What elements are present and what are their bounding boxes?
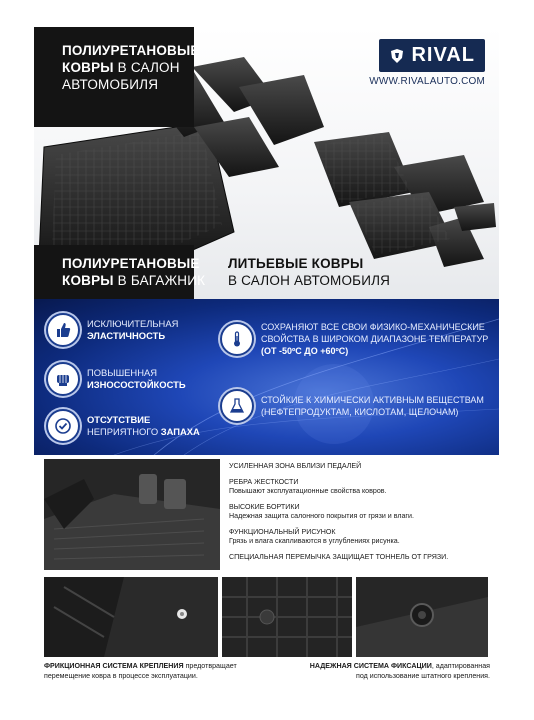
fist-icon [46, 362, 80, 396]
feature-wear-resistance [46, 362, 186, 396]
salon-headline-line1: ПОЛИУРЕТАНОВЫЕ [62, 43, 200, 58]
feature-temperature [220, 321, 488, 357]
caption-fixing-text1: , адаптированная [431, 662, 490, 670]
feature-odor-bold2: ЗАПАХА [158, 426, 200, 437]
thermometer-icon [220, 322, 254, 356]
salon-headline-line3: АВТОМОБИЛЯ [62, 77, 159, 92]
feature-callouts [229, 462, 499, 568]
feature-elasticity-bold: ЭЛАСТИЧНОСТЬ [87, 330, 166, 341]
trunk-headline-light: В БАГАЖНИК [113, 273, 206, 288]
feature-elasticity [46, 313, 178, 347]
callout-ribs-text: Повышают эксплуатационные свойства ковров. [229, 487, 387, 495]
caption-friction-system [44, 662, 264, 681]
cast-headline [228, 255, 390, 289]
feature-odor-bold: ОТСУТСТВИЕ [87, 414, 151, 425]
salon-headline-light: В САЛОН [113, 60, 180, 75]
brand-website: WWW.RIVALAUTO.COM [369, 76, 485, 87]
callout-ribs-title: РЕБРА ЖЕСТКОСТИ [229, 477, 299, 486]
caption-friction-bold: ФРИКЦИОННАЯ СИСТЕМА КРЕПЛЕНИЯ [44, 662, 184, 670]
feature-elasticity-light: ИСКЛЮЧИТЕЛЬНАЯ [87, 318, 179, 329]
callout-pedal-title: УСИЛЕННАЯ ЗОНА ВБЛИЗИ ПЕДАЛЕЙ [229, 462, 362, 470]
check-badge-icon [46, 409, 80, 443]
feature-temp-line1: СОХРАНЯЮТ ВСЕ СВОИ ФИЗИКО-МЕХАНИЧЕСКИЕ [261, 322, 485, 332]
feature-odor-light: НЕПРИЯТНОГО [87, 426, 159, 437]
feature-chem-line1: СТОЙКИЕ К ХИМИЧЕСКИ АКТИВНЫМ ВЕЩЕСТВАМ [261, 395, 484, 405]
feature-wear-bold: ИЗНОСОСТОЙКОСТЬ [87, 379, 186, 390]
pedal-area-image [44, 459, 220, 570]
friction-mount-image [44, 577, 218, 657]
trunk-headline-line1: ПОЛИУРЕТАНОВЫЕ [62, 256, 200, 271]
brand-block [369, 39, 485, 87]
mat-detail-photo [44, 459, 220, 570]
feature-chemical [220, 389, 484, 423]
thumbs-up-icon [46, 313, 80, 347]
brand-name: RIVAL [411, 44, 475, 66]
fastener-photo-1 [44, 577, 218, 657]
trunk-headline-bold: КОВРЫ [62, 273, 114, 288]
callout-pattern [229, 528, 499, 547]
rival-logo-icon [389, 48, 405, 64]
fastener-photo-2 [222, 577, 352, 657]
feature-no-odor [46, 409, 200, 443]
product-hero [34, 27, 499, 299]
callout-ribs [229, 478, 499, 497]
caption-fixing-bold: НАДЕЖНАЯ СИСТЕМА ФИКСАЦИИ [309, 662, 432, 670]
feature-temp-line2: СВОЙСТВА В ШИРОКОМ ДИАПАЗОНЕ ТЕМПЕРАТУР [261, 334, 489, 344]
callout-bridge-title: СПЕЦИАЛЬНАЯ ПЕРЕМЫЧКА ЗАЩИЩАЕТ ТОННЕЛЬ ОТ ГРЯЗИ. [229, 552, 449, 561]
feature-chem-line2: (НЕФТЕПРОДУКТАМ, КИСЛОТАМ, ЩЕЛОЧАМ) [261, 407, 459, 417]
trunk-headline [62, 255, 205, 289]
feature-temp-line3: (ОТ -50ºС ДО +60ºС) [261, 346, 349, 356]
salon-headline [62, 42, 200, 93]
clip-mount-image [356, 577, 488, 657]
features-banner [34, 299, 499, 455]
callout-borders-text: Надежная защита салонного покрытия от грязи и влаги. [229, 512, 414, 520]
salon-headline-bold: КОВРЫ [62, 60, 114, 75]
fastener-photo-3 [356, 577, 488, 657]
caption-friction-text2: перемещение ковра в процессе эксплуатации. [44, 671, 198, 680]
cast-headline-line2: В САЛОН АВТОМОБИЛЯ [228, 273, 391, 288]
callout-pattern-title: ФУНКЦИОНАЛЬНЫЙ РИСУНОК [229, 527, 336, 536]
callout-pattern-text: Грязь и влага скапливаются в углублениях рисунка. [229, 537, 400, 545]
grid-mat-image [222, 577, 352, 657]
feature-wear-light: ПОВЫШЕННАЯ [87, 367, 157, 378]
callout-pedal-zone [229, 462, 499, 472]
caption-friction-text1: предотвращает [183, 662, 237, 670]
cast-headline-line1: ЛИТЬЕВЫЕ КОВРЫ [228, 256, 364, 271]
brand-logo [379, 39, 485, 72]
callout-borders [229, 503, 499, 522]
callout-bridge [229, 553, 499, 563]
caption-fixing-system [274, 662, 490, 681]
callout-borders-title: ВЫСОКИЕ БОРТИКИ [229, 502, 300, 511]
flask-icon [220, 389, 254, 423]
caption-fixing-text2: под использование штатного крепления. [356, 671, 490, 680]
